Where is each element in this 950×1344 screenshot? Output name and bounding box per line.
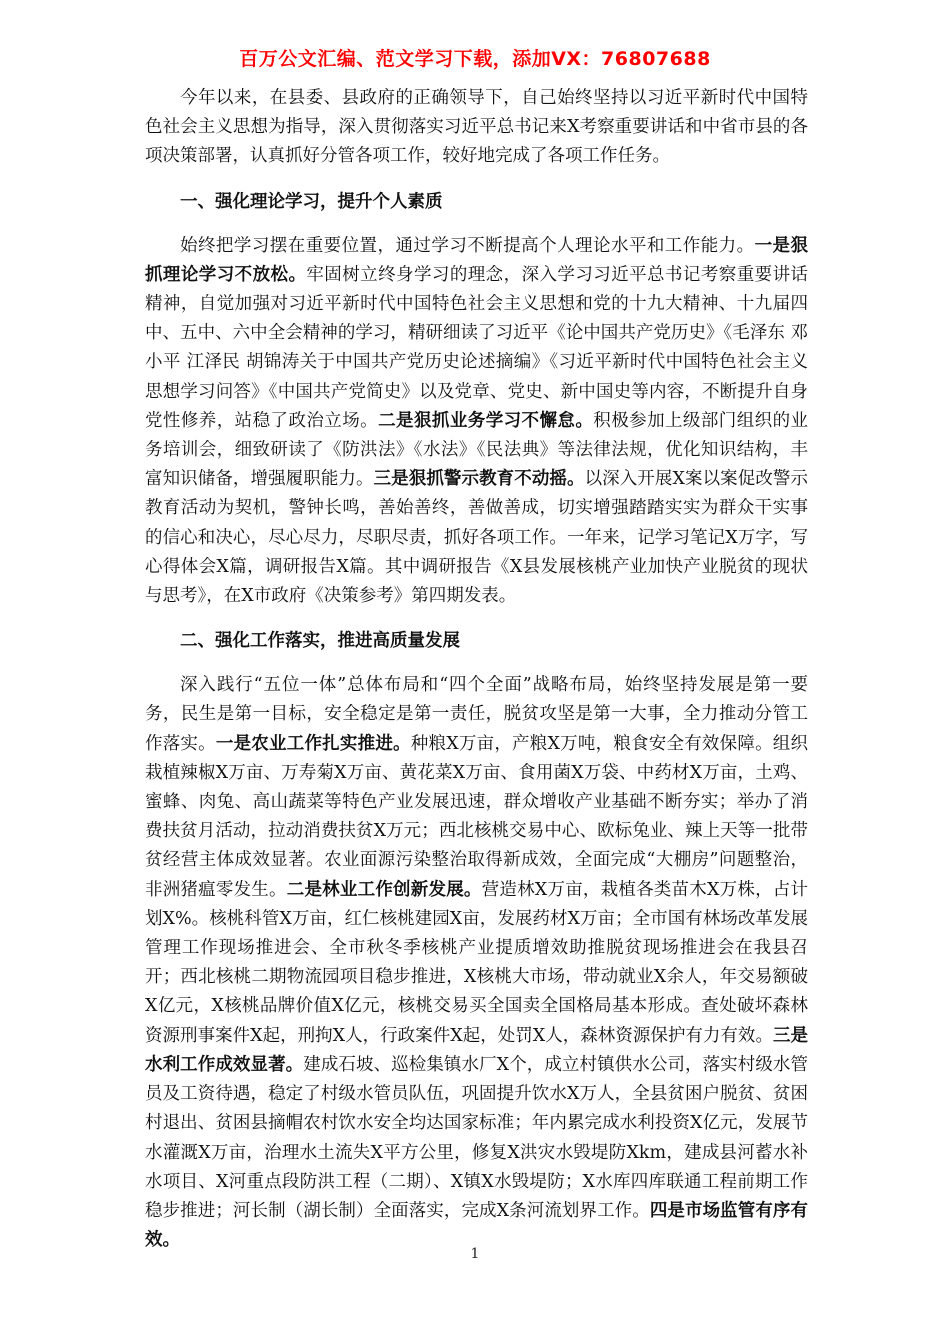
section-2-point-3-title: 三是水利工作成效显著。 <box>145 1025 809 1075</box>
document-body <box>145 84 808 1255</box>
page-number: 1 <box>470 1246 480 1262</box>
section-1-point-1-text: 牢固树立终身学习的理念，深入学习习近平总书记考察重要讲话精神，自觉加强对习近平新时代中国特色社会主义思想和党的十九大精神、十九届四中、五中、六中全会精神的学习，精研细读了习近平《论中国共产党历史》《毛泽东 邓小平 江泽民 胡锦涛关于中国共产党历史论述摘编》《习近平新时代中国特色社会主义思想学习问答》《中国共产党简史》以及党章、党史、新中国史等内容，不断提升自身党性修养，站稳了政治立场。 <box>145 264 808 431</box>
section-1-point-1-title: 一是狠抓理论学习不放松。 <box>145 235 809 285</box>
intro-paragraph: 今年以来，在县委、县政府的正确领导下，自己始终坚持以习近平新时代中国特色社会主义思想为指导，深入贯彻落实习近平总书记来X考察重要讲话和中省市县的各项决策部署，认真抓好分管各项工作，较好地完成了各项工作任务。 <box>145 88 808 167</box>
section-1-heading: 一、强化理论学习，提升个人素质 <box>180 191 443 212</box>
section-2-point-2-text: 营造林X万亩，栽植各类苗木X万株，占计划X%。核桃科管X万亩，红仁核桃建园X亩，发展药材X万亩；全市国有林场改革发展管理工作现场推进会、全市秋冬季核桃产业提质增效助推脱贫现场推进会在我县召开；西北核桃二期物流园项目稳步推进，X核桃大市场，带动就业X余人，年交易额破X亿元，X核桃品牌价值X亿元，核桃交易买全国卖全国格局基本形成。查处破坏森林资源刑事案件X起，刑拘X人，行政案件X起，处罚X人，森林资源保护有力有效。 <box>145 879 809 1046</box>
section-1-point-3-title: 三是狠抓警示教育不动摇。 <box>373 469 585 490</box>
section-1-paragraph <box>145 232 808 612</box>
section-1-point-2-text: 积极参加上级部门组织的业务培训会，细致研读了《防洪法》《水法》《民法典》等法律法规，优化知识结构，丰富知识储备，增强履职能力。 <box>145 410 809 490</box>
section-2-lead: 深入践行“五位一体”总体布局和“四个全面”战略布局，始终坚持发展是第一要务，民生是第一目标，安全稳定是第一责任，脱贫攻坚是第一大事，全力推动分管工作落实。 <box>145 675 808 754</box>
section-2-point-4-title: 四是市场监管有序有效。 <box>145 1200 808 1251</box>
download-banner: 百万公文汇编、范文学习下载，添加VX：76807688 <box>239 48 711 70</box>
section-1-point-3-text: 以深入开展X案以案促改警示教育活动为契机，警钟长鸣，善始善终，善做善成，切实增强踏踏实实为群众干实事的信心和决心，尽心尽力，尽职尽责，抓好各项工作。一年来，记学习笔记X万字，写心得体会X篇，调研报告X篇。其中调研报告《X县发展核桃产业加快产业脱贫的现状与思考》，在X市政府《决策参考》第四期发表。 <box>145 469 809 607</box>
section-2-point-1-text: 种粮X万亩，产粮X万吨，粮食安全有效保障。组织栽植辣椒X万亩、万寿菊X万亩、黄花菜X万亩、食用菌X万袋、中药材X万亩，土鸡、蜜蜂、肉兔、高山蔬菜等特色产业发展迅速，群众增收产业基础不断夯实；举办了消费扶贫月活动，拉动消费扶贫X万元；西北核桃交易中心、欧标兔业、辣上天等一批带贫经营主体成效显著。农业面源污染整治取得新成效，全面完成“大棚房”问题整治，非洲猪瘟零发生。 <box>145 733 808 900</box>
section-2-point-2-title: 二是林业工作创新发展。 <box>286 879 482 900</box>
section-1-lead: 始终把学习摆在重要位置，通过学习不断提高个人理论水平和工作能力。 <box>180 235 755 256</box>
section-2-paragraph <box>145 671 808 1255</box>
section-2-point-3-text: 建成石坡、巡检集镇水厂X个，成立村镇供水公司，落实村级水管员及工资待遇，稳定了村级水管员队伍，巩固提升饮水X万人，全县贫困户脱贫、贫困村退出、贫困县摘帽农村饮水安全均达国家标准；年内累完成水利投资X亿元，发展节水灌溉X万亩，治理水土流失X平方公里，修复X洪灾水毁堤防Xkm，建成县河蓄水补水项目、X河重点段防洪工程（二期）、X镇X水毁堤防；X水库四库联通工程前期工作稳步推进；河长制（湖长制）全面落实，完成X条河流划界工作。 <box>145 1054 809 1221</box>
section-2-point-1-title: 一是农业工作扎实推进。 <box>215 733 411 754</box>
section-2-heading: 二、强化工作落实，推进高质量发展 <box>180 631 460 652</box>
section-1-point-2-title: 二是狠抓业务学习不懈怠。 <box>378 410 594 431</box>
